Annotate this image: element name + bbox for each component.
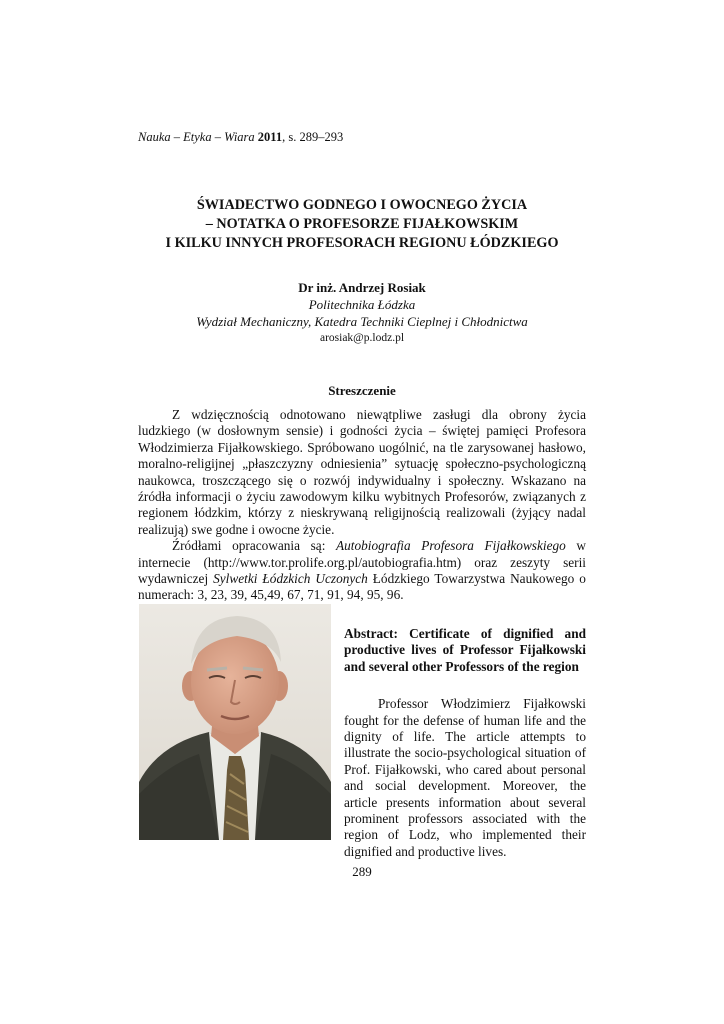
p2-text-2: w internecie (http://www.tor.prolife.org.pl/autobiografia.htm) oraz zeszyty serii wydawniczej — [138, 538, 586, 587]
abstract-section — [344, 626, 586, 860]
author-name: Dr inż. Andrzej Rosiak — [298, 280, 426, 295]
title-line-1: ŚWIADECTWO GODNEGO I OWOCNEGO ŻYCIA — [196, 197, 528, 213]
author-institution: Politechnika Łódzka — [308, 297, 416, 312]
streszczenie-heading: Streszczenie — [328, 383, 396, 398]
page-number: 289 — [352, 864, 372, 879]
streszczenie-body — [138, 407, 586, 604]
author-block — [120, 279, 604, 347]
author-department: Wydział Mechaniczny, Katedra Techniki Cieplnej i Chłodnictwa — [196, 314, 528, 329]
streszczenie-paragraph-2 — [138, 538, 586, 604]
abstract-title: Abstract: Certificate of dignified and productive lives of Professor Fijałkowski and several other Professors of the region — [344, 626, 586, 674]
title-line-3: I KILKU INNYCH PROFESORACH REGIONU ŁÓDZKIEGO — [165, 235, 559, 251]
journal-name: Nauka – Etyka – Wiara — [138, 130, 255, 144]
journal-year: 2011 — [257, 130, 283, 144]
professor-portrait-photo — [139, 604, 331, 840]
p2-text-3: Łódzkiego Towarzystwa Naukowego o numerach: 3, 23, 39, 45,49, 67, 71, 91, 94, 95, 96. — [138, 571, 586, 603]
streszczenie-paragraph-1: Z wdzięcznością odnotowano niewątpliwe zasługi dla obrony życia ludzkiego (w dosłownym sensie) i godności życia – świętej pamięci Profesora Włodzimierza Fijałkowskiego. Spróbowano uogólnić, na tle zarysowanej hasłowo, moralno-religijnej „płaszczyzny odniesienia” sytuację społeczno-psychologiczną naukowca, troszczącego się o rozwój indywidualny i społeczny. Wskazano na źródła informacji o życiu zawodowym kilku wybitnych Profesorów, związanych z regionem łódzkim, którzy z nieskrywaną religijnością realizowali (żyjący nadal realizują) swe godne i owocne życie. — [138, 407, 586, 537]
journal-pages: , s. 289–293 — [282, 130, 344, 144]
p2-italic-autobiografia: Autobiografia Profesora Fijałkowskiego — [336, 538, 566, 554]
p2-text-1: Źródłami opracowania są: — [172, 538, 337, 554]
abstract-body: Professor Włodzimierz Fijałkowski fought for the defense of human life and the dignity of life. The article attempts to illustrate the socio-psychological situation of Prof. Fijałkowski, who cared about personal and social development. Moreover, the article presents information about several prominent professors associated with the region of Lodz, who implemented their dignified and productive lives. — [344, 696, 586, 859]
journal-citation — [138, 130, 343, 145]
title-line-2: – NOTATKA O PROFESORZE FIJAŁKOWSKIM — [205, 216, 519, 232]
article-title — [100, 196, 624, 253]
author-email: arosiak@p.lodz.pl — [319, 332, 405, 344]
portrait-illustration — [139, 604, 331, 840]
p2-italic-sylwetki: Sylwetki Łódzkich Uczonych — [213, 571, 368, 587]
